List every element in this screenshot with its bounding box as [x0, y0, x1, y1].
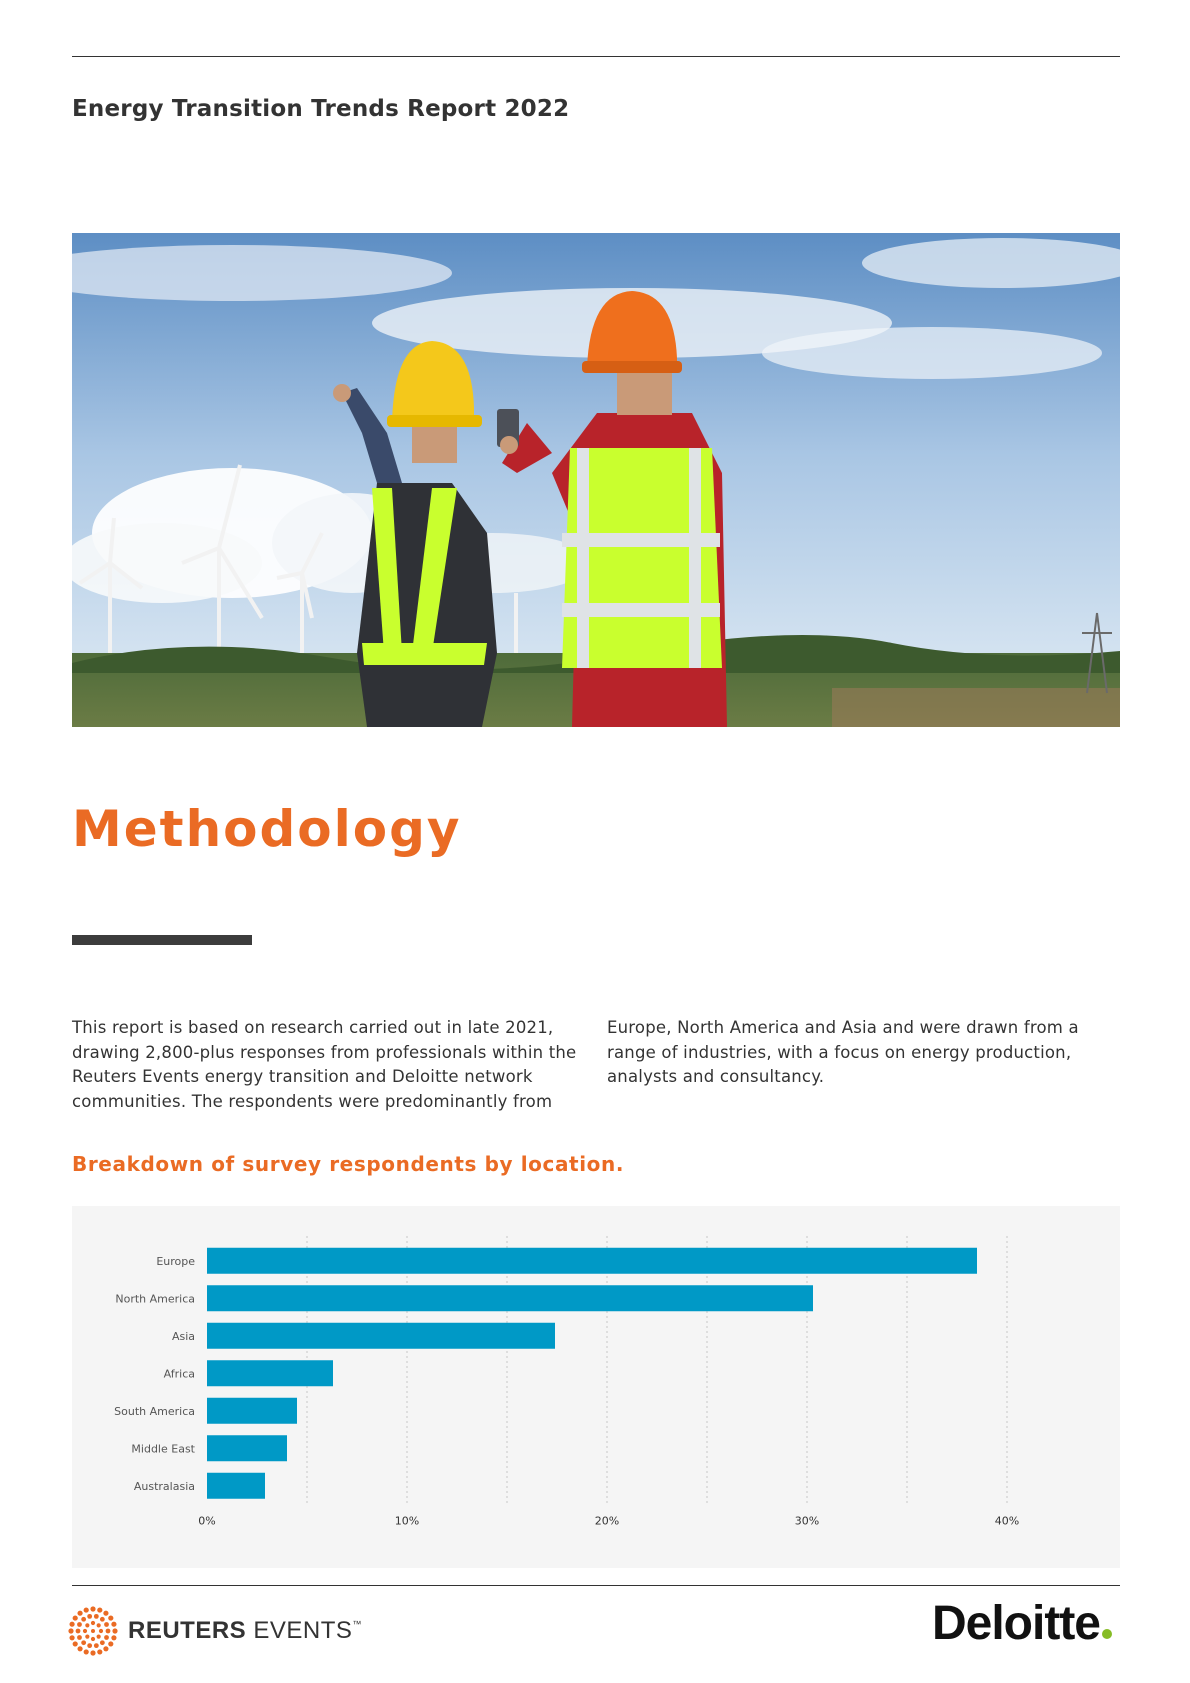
category-label: Africa [163, 1367, 195, 1381]
reuters-dots-icon [66, 1604, 120, 1658]
bar-chart [72, 1206, 1120, 1568]
reuters-events-logo [66, 1606, 362, 1656]
deloitte-logo [932, 1596, 1112, 1651]
chart-heading: Breakdown of survey respondents by location. [72, 1152, 625, 1176]
report-title: Energy Transition Trends Report 2022 [72, 96, 570, 122]
category-label: South America [114, 1404, 195, 1418]
bar-middle-east [207, 1435, 287, 1461]
section-title: Methodology [72, 800, 462, 858]
category-label: Australasia [133, 1479, 195, 1493]
x-tick-label: 0% [198, 1514, 216, 1528]
category-label: North America [115, 1292, 195, 1306]
reuters-wordmark: REUTERS EVENTS™ [128, 1617, 362, 1644]
bar-chart-panel [72, 1206, 1120, 1568]
body-text-left: This report is based on research carried out in late 2021, drawing 2,800-plus responses from professionals within the Reuters Events energy transition and Deloitte network communities. The respondents were predominantly from [72, 1018, 577, 1111]
x-tick-label: 30% [794, 1514, 820, 1528]
deloitte-wordmark: Deloitte [931, 1597, 1100, 1650]
category-label: Asia [171, 1329, 195, 1343]
x-tick-label: 10% [394, 1514, 420, 1528]
deloitte-green-dot-icon [1102, 1629, 1112, 1639]
bar-asia [207, 1323, 555, 1349]
hero-photo [72, 233, 1120, 727]
bottom-rule [72, 1585, 1120, 1586]
x-tick-label: 40% [994, 1514, 1020, 1528]
bar-europe [207, 1248, 977, 1274]
category-label: Europe [156, 1254, 195, 1268]
bar-north-america [207, 1285, 813, 1311]
x-tick-label: 20% [594, 1514, 620, 1528]
category-label: Middle East [131, 1442, 195, 1456]
top-rule [72, 56, 1120, 57]
bar-australasia [207, 1473, 265, 1499]
bar-africa [207, 1360, 333, 1386]
bar-south-america [207, 1398, 297, 1424]
wind-farm-engineers-photo-icon [72, 233, 1120, 727]
body-text-right: Europe, North America and Asia and were drawn from a range of industries, with a focus on energy production, analysts and consultancy. [607, 1018, 1079, 1086]
title-underline-bar [72, 935, 252, 945]
